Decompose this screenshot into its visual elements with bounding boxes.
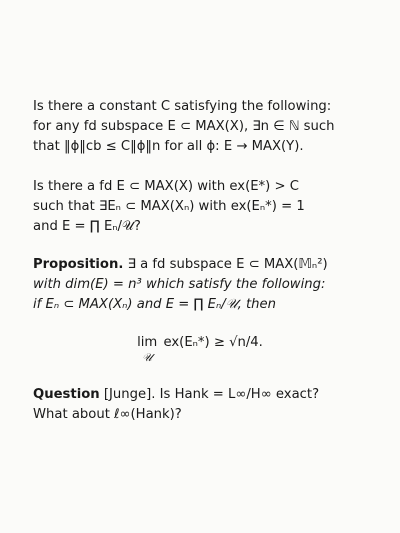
text-line: [33, 385, 383, 405]
paragraph-question-fd: [33, 177, 383, 237]
paragraph-question-constant: [33, 97, 383, 157]
formula-body: ex(Eₙ*) ≥ √n/4.: [163, 335, 263, 350]
paragraph-question-junge: [33, 385, 383, 425]
paragraph-proposition: [33, 255, 383, 315]
text-line: with dim(E) = n³ which satisfy the following:: [33, 277, 326, 292]
text-line: Is there a fd E ⊂ MAX(X) with ex(E*) > C: [33, 179, 299, 194]
text-line: that ‖ϕ‖cb ≤ C‖ϕ‖n for all ϕ: E → MAX(Y).: [33, 139, 304, 154]
text-line: Is there a constant C satisfying the following:: [33, 99, 332, 114]
text-line: for any fd subspace E ⊂ MAX(X), ∃n ∈ ℕ such: [33, 119, 335, 134]
text-line: and E = ∏ Eₙ/𝒰?: [33, 219, 141, 234]
text-line: What about ℓ∞(Hank)?: [33, 407, 182, 422]
text-fragment: [Junge]. Is Hank = L∞/H∞ exact?: [103, 387, 320, 402]
question-heading: Question: [33, 387, 100, 402]
display-formula: [0, 334, 400, 363]
lim-text: lim: [137, 335, 158, 350]
text-line: such that ∃Eₙ ⊂ MAX(Xₙ) with ex(Eₙ*) = 1: [33, 199, 305, 214]
text-line: if Eₙ ⊂ MAX(Xₙ) and E = ∏ Eₙ/𝒰, then: [33, 297, 276, 312]
text-fragment: ∃ a fd subspace E ⊂ MAX(𝕄ₙ²): [127, 257, 328, 272]
proposition-heading: Proposition.: [33, 257, 124, 272]
limit-operator: [137, 334, 157, 363]
text-line: [33, 255, 383, 275]
lim-subscript: 𝒰: [142, 351, 153, 364]
